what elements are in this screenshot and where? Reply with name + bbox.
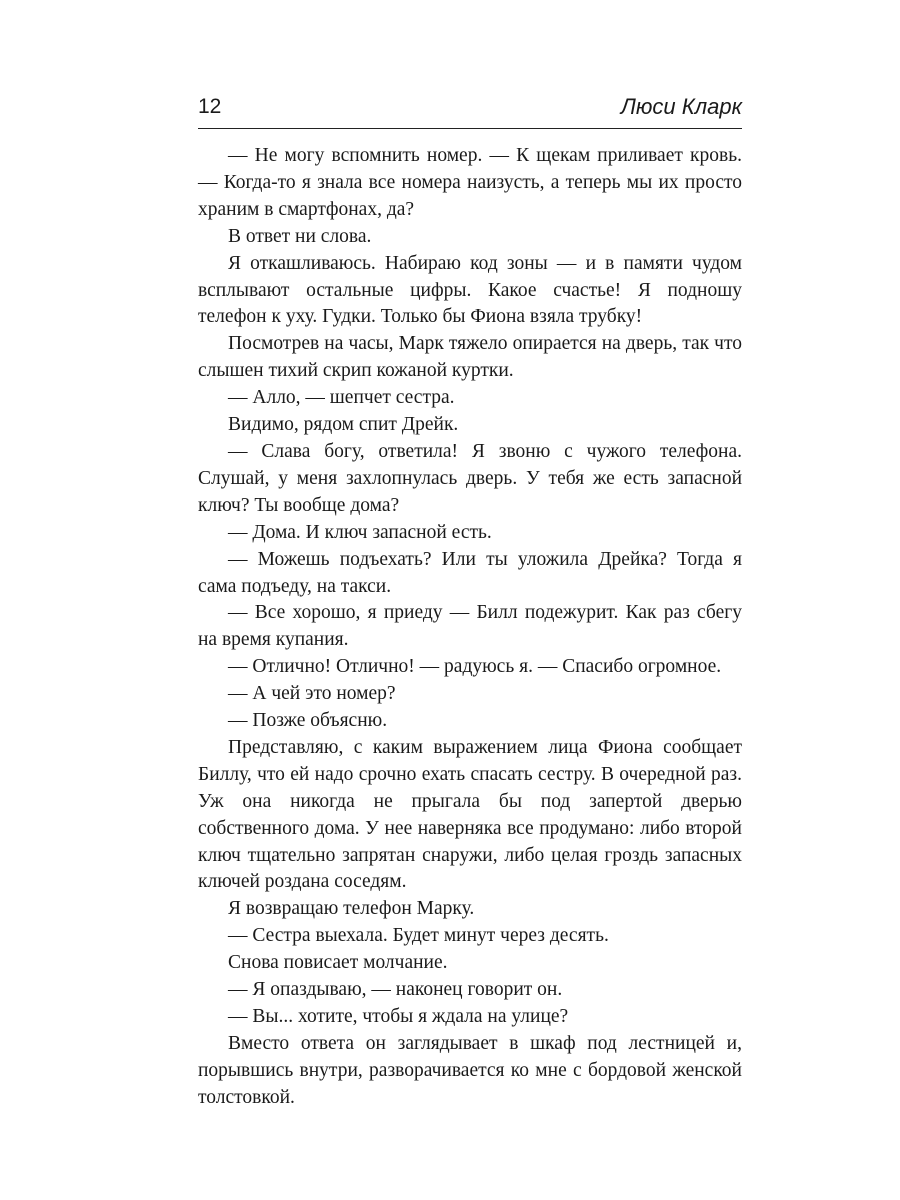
paragraph: Я возвращаю телефон Марку. [228, 898, 475, 920]
paragraph: — Позже объясню. [228, 710, 388, 732]
page-number: 12 [198, 95, 222, 118]
paragraph: — Алло, — шепчет сестра. [228, 387, 455, 409]
header-divider [198, 128, 742, 129]
paragraph: — А чей это номер? [228, 683, 396, 705]
paragraph: — Можешь подъехать? Или ты уложила Дрейка? Тогда я сама подъеду, на такси. [198, 548, 742, 597]
paragraph: — Все хорошо, я приеду — Билл подежурит. Как раз сбегу на время купания. [198, 602, 742, 651]
paragraph: В ответ ни слова. [228, 225, 372, 247]
paragraph: — Сестра выехала. Будет минут через десять. [228, 925, 609, 947]
paragraph: Я откашливаюсь. Набираю код зоны — и в памяти чудом всплывают остальные цифры. Какое счастье! Я подношу телефон к уху. Гудки. Только бы Фиона взяла трубку! [198, 252, 742, 328]
paragraph: Видимо, рядом спит Дрейк. [228, 414, 459, 436]
paragraph: Вместо ответа он заглядывает в шкаф под лестницей и, порывшись внутри, разворачивается ко мне с бордовой женской толстовкой. [198, 1032, 742, 1108]
paragraph: — Я опаздываю, — наконец говорит он. [228, 979, 563, 1001]
paragraph: — Дома. И ключ запасной есть. [228, 521, 492, 543]
page-header [198, 92, 742, 122]
paragraph: — Отлично! Отлично! — радуюсь я. — Спасибо огромное. [228, 656, 722, 678]
running-head-author: Люси Кларк [620, 94, 742, 119]
paragraph: — Не могу вспомнить номер. — К щекам приливает кровь. — Когда-то я знала все номера наизусть, а теперь мы их просто храним в смартфонах, да? [198, 145, 742, 220]
paragraph: Посмотрев на часы, Марк тяжело опирается на дверь, так что слышен тихий скрип кожаной куртки. [198, 333, 742, 382]
body-text [198, 143, 742, 1112]
paragraph: Снова повисает молчание. [228, 952, 448, 974]
paragraph: Представляю, с каким выражением лица Фиона сообщает Биллу, что ей надо срочно ехать спасать сестру. В очередной раз. Уж она никогда не прыгала бы под запертой дверью собственного дома. У нее наверняка все продумано: либо второй ключ тщательно запрятан снаружи, либо целая гроздь запасных ключей роздана соседям. [198, 736, 742, 893]
paragraph: — Вы... хотите, чтобы я ждала на улице? [228, 1006, 569, 1027]
paragraph: — Слава богу, ответила! Я звоню с чужого телефона. Слушай, у меня захлопнулась дверь. У тебя же есть запасной ключ? Ты вообще дома? [198, 440, 742, 516]
